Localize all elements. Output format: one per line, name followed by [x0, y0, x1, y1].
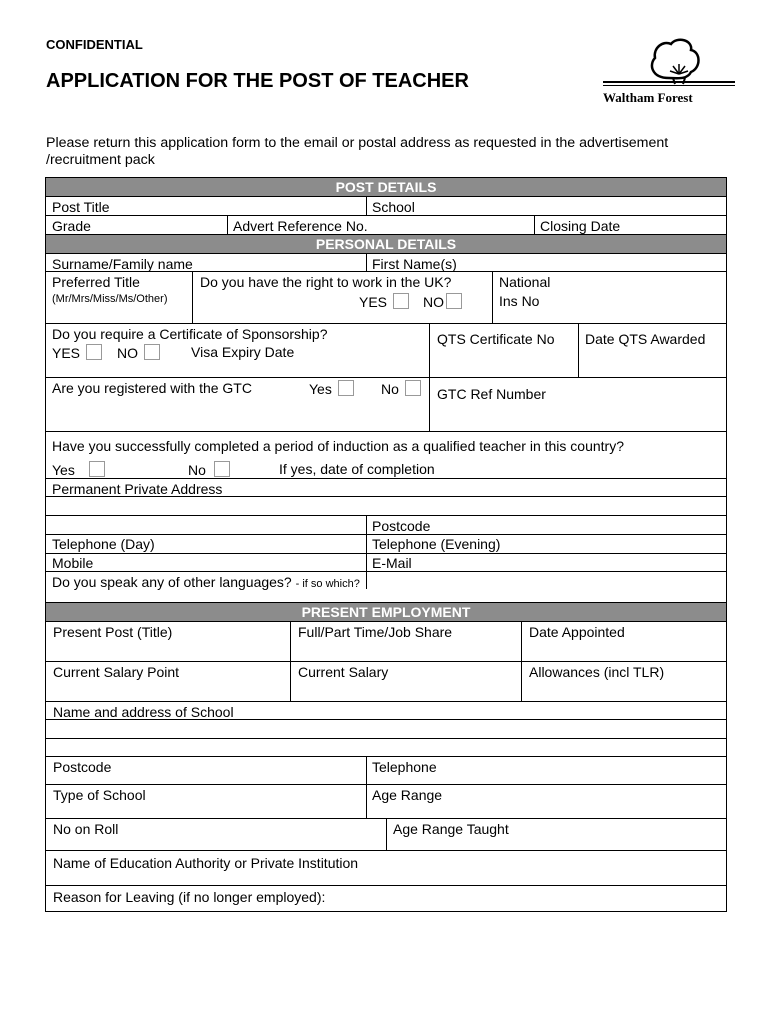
- post-title-field[interactable]: Post Title: [52, 199, 110, 215]
- national-ins-label: National: [499, 274, 551, 290]
- age-range-field[interactable]: Age Range: [372, 787, 443, 803]
- induction-yes[interactable]: [52, 461, 105, 478]
- right-to-work-no-checkbox[interactable]: [446, 293, 462, 309]
- logo-text: Waltham Forest: [603, 90, 693, 105]
- preferred-title-field[interactable]: Preferred Title: [52, 274, 140, 290]
- personal-details-heading: PERSONAL DETAILS: [46, 235, 726, 253]
- yes-label: YES: [359, 294, 388, 310]
- induction-date-field[interactable]: If yes, date of completion: [279, 461, 435, 477]
- salary-point-field[interactable]: Current Salary Point: [53, 664, 180, 680]
- date-appointed-field[interactable]: Date Appointed: [529, 624, 625, 640]
- sponsorship-yes-checkbox[interactable]: [86, 344, 102, 360]
- qts-certificate-field[interactable]: QTS Certificate No: [437, 331, 555, 347]
- yes-label: YES: [52, 345, 81, 361]
- post-details-heading: POST DETAILS: [46, 178, 726, 196]
- induction-yes-checkbox[interactable]: [89, 461, 105, 477]
- induction-no[interactable]: [188, 461, 230, 478]
- sponsorship-no-checkbox[interactable]: [144, 344, 160, 360]
- no-label: NO: [117, 345, 138, 361]
- present-employment-heading: PRESENT EMPLOYMENT: [46, 603, 726, 621]
- no-label: No: [381, 381, 399, 397]
- school-telephone-field[interactable]: Telephone: [372, 759, 437, 775]
- page-title: APPLICATION FOR THE POST OF TEACHER: [46, 70, 469, 92]
- confidential-label: CONFIDENTIAL: [46, 37, 143, 52]
- gtc-yes-checkbox[interactable]: [338, 380, 354, 396]
- permanent-address-field[interactable]: Permanent Private Address: [52, 481, 223, 497]
- present-post-field[interactable]: Present Post (Title): [53, 624, 173, 640]
- yes-label: Yes: [52, 462, 75, 478]
- visa-expiry-field[interactable]: Visa Expiry Date: [191, 344, 295, 360]
- current-salary-field[interactable]: Current Salary: [298, 664, 389, 680]
- telephone-day-field[interactable]: Telephone (Day): [52, 536, 155, 552]
- title-options: (Mr/Mrs/Miss/Ms/Other): [52, 293, 168, 305]
- right-to-work-question: Do you have the right to work in the UK?: [200, 274, 452, 290]
- advert-reference-field[interactable]: Advert Reference No.: [233, 218, 368, 234]
- induction-no-checkbox[interactable]: [214, 461, 230, 477]
- school-postcode-field[interactable]: Postcode: [53, 759, 112, 775]
- time-type-field[interactable]: Full/Part Time/Job Share: [298, 624, 453, 640]
- tree-logo-icon: [603, 34, 735, 110]
- type-of-school-field[interactable]: Type of School: [53, 787, 146, 803]
- gtc-registered-question: Are you registered with the GTC: [52, 380, 252, 396]
- right-to-work-yes[interactable]: [359, 293, 409, 310]
- mobile-field[interactable]: Mobile: [52, 555, 94, 571]
- languages-question: Do you speak any of other languages?: [52, 574, 292, 590]
- right-to-work-yes-checkbox[interactable]: [393, 293, 409, 309]
- closing-date-field[interactable]: Closing Date: [540, 218, 621, 234]
- postcode-field[interactable]: Postcode: [372, 518, 431, 534]
- sponsorship-yes[interactable]: [52, 344, 102, 361]
- telephone-evening-field[interactable]: Telephone (Evening): [372, 536, 501, 552]
- ins-no-field[interactable]: Ins No: [499, 293, 540, 309]
- no-label: NO: [423, 294, 444, 310]
- application-form: [45, 177, 727, 912]
- school-address-field[interactable]: Name and address of School: [53, 704, 234, 720]
- gtc-ref-field[interactable]: GTC Ref Number: [437, 386, 546, 402]
- email-field[interactable]: E-Mail: [372, 555, 412, 571]
- languages-hint: - if so which?: [295, 578, 360, 590]
- right-to-work-no[interactable]: [423, 293, 462, 310]
- languages-field[interactable]: [52, 574, 360, 592]
- grade-field[interactable]: Grade: [52, 218, 91, 234]
- gtc-no-checkbox[interactable]: [405, 380, 421, 396]
- surname-field[interactable]: Surname/Family name: [52, 256, 193, 272]
- qts-date-field[interactable]: Date QTS Awarded: [585, 331, 706, 347]
- yes-label: Yes: [309, 381, 332, 397]
- education-authority-field[interactable]: Name of Education Authority or Private Institution: [53, 855, 359, 871]
- reason-for-leaving-field[interactable]: Reason for Leaving (if no longer employed):: [53, 889, 326, 905]
- waltham-forest-logo: [603, 34, 735, 110]
- sponsorship-question: Do you require a Certificate of Sponsorship?: [52, 326, 328, 342]
- school-field[interactable]: School: [372, 199, 415, 215]
- gtc-no[interactable]: [381, 380, 421, 397]
- sponsorship-no[interactable]: [117, 344, 160, 361]
- first-names-field[interactable]: First Name(s): [372, 256, 457, 272]
- no-label: No: [188, 462, 206, 478]
- intro-text: Please return this application form to the email or postal address as requested in the advertisement /recruitment pack: [46, 135, 669, 168]
- induction-question: Have you successfully completed a period of induction as a qualified teacher in this country?: [52, 438, 624, 454]
- gtc-yes[interactable]: [309, 380, 354, 397]
- age-range-taught-field[interactable]: Age Range Taught: [393, 821, 509, 837]
- no-on-roll-field[interactable]: No on Roll: [53, 821, 119, 837]
- allowances-field[interactable]: Allowances (incl TLR): [529, 664, 665, 680]
